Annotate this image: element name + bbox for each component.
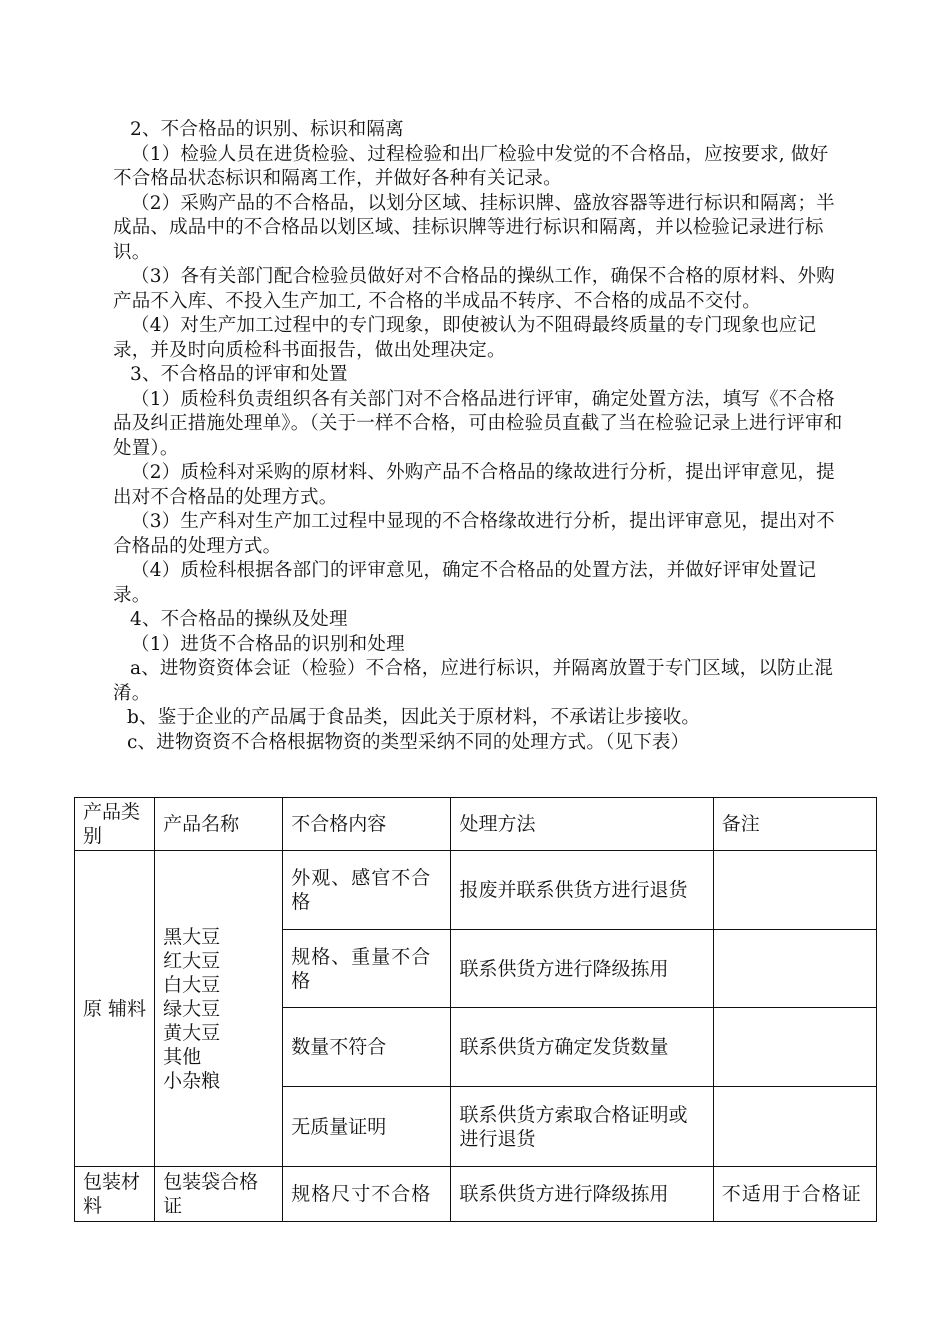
nonconformity-cell: 无质量证明 bbox=[283, 1087, 451, 1167]
paragraph: （1）检验人员在进货检验、过程检验和出厂检验中发觉的不合格品，应按要求, 做好不合格品状态标识和隔离工作，并做好各种有关记录。 bbox=[113, 143, 829, 189]
header-cell: 产品类别 bbox=[75, 798, 155, 851]
handling-method-cell: 联系供货方索取合格证明或进行退货 bbox=[451, 1087, 713, 1167]
section-heading: 3、不合格品的评审和处置 bbox=[130, 364, 348, 385]
table-row bbox=[75, 851, 877, 930]
paragraph: （1）进货不合格品的识别和处理 bbox=[131, 633, 405, 655]
section-heading: 2、不合格品的识别、标识和隔离 bbox=[130, 119, 404, 140]
nonconformity-cell: 规格、重量不合格 bbox=[283, 930, 451, 1008]
handling-method-cell: 联系供货方进行降级拣用 bbox=[451, 930, 713, 1008]
note-cell bbox=[713, 851, 876, 930]
header-cell: 备注 bbox=[713, 798, 876, 851]
product-names-cell bbox=[155, 851, 283, 1167]
paragraph: a、进物资资体会证（检验）不合格，应进行标识，并隔离放置于专门区域，以防止混淆。 bbox=[113, 658, 834, 704]
paragraph: b、鉴于企业的产品属于食品类，因此关于原材料，不承诺让步接收。 bbox=[127, 707, 701, 728]
nonconformity-cell: 数量不符合 bbox=[283, 1008, 451, 1087]
table-header-row bbox=[75, 798, 877, 851]
paragraph: （1）质检科负责组织各有关部门对不合格品进行评审，确定处置方法，填写《不合格品及纠正措施处理单》。（关于一样不合格，可由检验员直截了当在检验记录上进行评审和处置）。 bbox=[113, 388, 843, 459]
product-name: 白大豆 bbox=[163, 973, 221, 996]
category-cell: 包装材料 bbox=[75, 1167, 155, 1222]
product-names-cell: 包装袋合格证 bbox=[155, 1167, 283, 1222]
paragraph: （3）生产科对生产加工过程中显现的不合格缘故进行分析，提出评审意见，提出对不合格品的处理方式。 bbox=[113, 511, 835, 557]
header-cell: 产品名称 bbox=[155, 798, 283, 851]
table-row bbox=[75, 1167, 877, 1222]
nonconforming-handling-table bbox=[74, 797, 877, 1222]
note-cell bbox=[713, 1008, 876, 1087]
product-name: 红大豆 bbox=[163, 949, 221, 972]
handling-method-cell: 联系供货方进行降级拣用 bbox=[451, 1167, 713, 1222]
product-name: 小杂粮 bbox=[163, 1069, 221, 1092]
paragraph: （3）各有关部门配合检验员做好对不合格品的操纵工作，确保不合格的原材料、外购产品不入库、不投入生产加工, 不合格的半成品不转序、不合格的成品不交付。 bbox=[113, 266, 835, 312]
product-name: 黄大豆 bbox=[163, 1021, 221, 1044]
handling-method-cell: 联系供货方确定发货数量 bbox=[451, 1008, 713, 1087]
header-cell: 不合格内容 bbox=[283, 798, 451, 851]
note-cell bbox=[713, 930, 876, 1008]
category-cell: 原 辅料 bbox=[75, 851, 155, 1167]
paragraph: （2）采购产品的不合格品，以划分区域、挂标识牌、盛放容器等进行标识和隔离；半成品、成品中的不合格品以划区域、挂标识牌等进行标识和隔离，并以检验记录进行标识。 bbox=[113, 192, 835, 263]
note-cell bbox=[713, 1087, 876, 1167]
section-heading: 4、不合格品的操纵及处理 bbox=[130, 609, 348, 630]
paragraph: （4）质检科根据各部门的评审意见，确定不合格品的处置方法，并做好评审处置记录。 bbox=[113, 560, 817, 606]
product-name: 绿大豆 bbox=[163, 997, 221, 1020]
paragraph: （2）质检科对采购的原材料、外购产品不合格品的缘故进行分析，提出评审意见，提出对不合格品的处理方式。 bbox=[113, 462, 835, 508]
product-name: 黑大豆 bbox=[163, 925, 221, 948]
note-cell: 不适用于合格证 bbox=[713, 1167, 876, 1222]
nonconformity-cell: 规格尺寸不合格 bbox=[283, 1167, 451, 1222]
handling-method-cell: 报废并联系供货方进行退货 bbox=[451, 851, 713, 930]
header-cell: 处理方法 bbox=[451, 798, 713, 851]
paragraph: （4）对生产加工过程中的专门现象，即使被认为不阻碍最终质量的专门现象也应记录，并及时向质检科书面报告，做出处理决定。 bbox=[113, 315, 817, 361]
paragraph: c、进物资资不合格根据物资的类型采纳不同的处理方式。（见下表） bbox=[127, 731, 690, 753]
body-text bbox=[113, 118, 843, 755]
nonconformity-cell: 外观、感官不合格 bbox=[283, 851, 451, 930]
product-name: 其他 bbox=[163, 1045, 202, 1068]
